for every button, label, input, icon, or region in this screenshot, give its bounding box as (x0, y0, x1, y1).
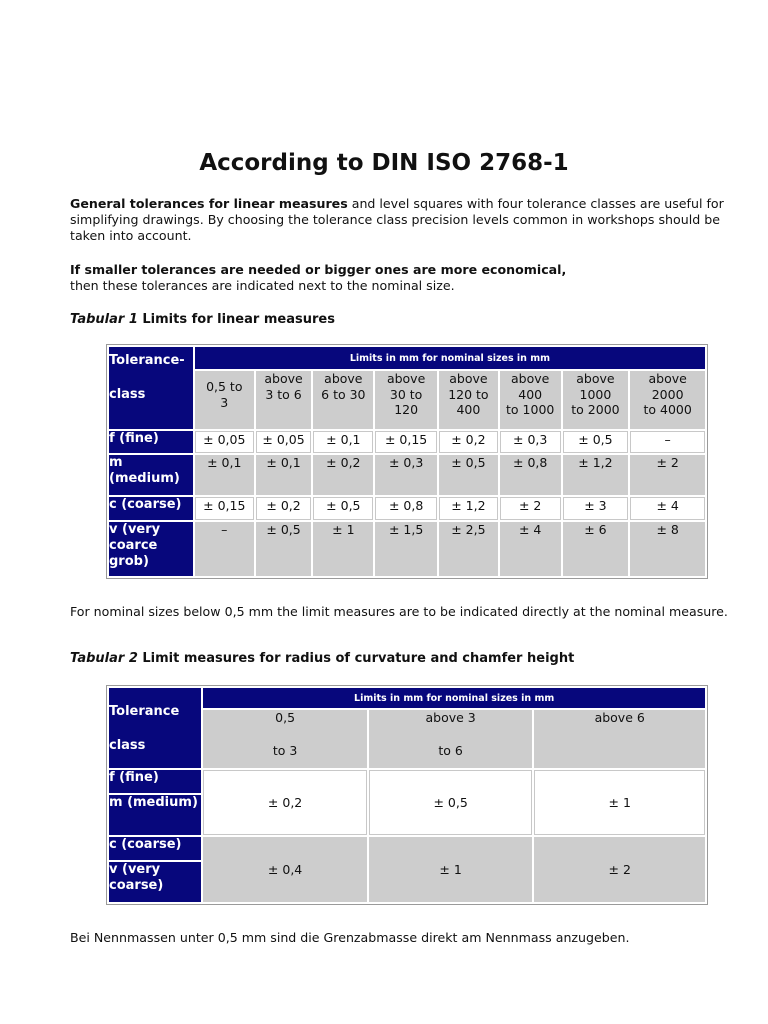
tab2-col-header: 0,5 to 3 (203, 710, 367, 768)
tab1-caption (70, 312, 335, 327)
tab1-cell: ± 0,3 (500, 431, 561, 453)
tab2-cell: ± 1 (369, 837, 533, 902)
tab1-cell: ± 0,1 (256, 455, 312, 495)
page-title: According to DIN ISO 2768-1 (199, 150, 569, 176)
tab1-cell: ± 0,15 (375, 431, 437, 453)
tab1-col-header: above 3 to 6 (256, 371, 312, 429)
intro-rest: and level squares with four tolerance classes are useful for simplifying drawings. By choosing the tolerance class precision levels common in workshops should be taken into account. (70, 196, 724, 243)
tab1-cell: ± 0,05 (195, 431, 254, 453)
tab1-cell: – (630, 431, 705, 453)
tab1-cell: ± 0,8 (375, 497, 437, 520)
tab2-cell: ± 2 (534, 837, 705, 902)
tab1-cell: ± 0,5 (313, 497, 373, 520)
tab1-row-label: m (medium) (109, 455, 193, 495)
tab2-caption-text: Limit measures for radius of curvature and chamfer height (137, 651, 575, 666)
tab1-cell: ± 0,15 (195, 497, 254, 520)
tab2-cell: ± 1 (534, 770, 705, 835)
tab2-caption-label: Tabular 2 (70, 651, 138, 666)
tab1-caption-text: Limits for linear measures (137, 312, 335, 327)
tab1-cell: ± 0,2 (313, 455, 373, 495)
tab2-row-label: c (coarse) (109, 837, 201, 860)
tab1-cell: ± 2,5 (439, 522, 498, 576)
tab1-row-label: v (very coarce grob) (109, 522, 193, 576)
tab2-cell: ± 0,2 (203, 770, 367, 835)
tab2-row-label: v (very coarse) (109, 862, 201, 902)
tab1-class-label-1: Tolerance- (109, 353, 185, 368)
tab2-cell: ± 0,5 (369, 770, 533, 835)
tab2-row-label: f (fine) (109, 770, 201, 793)
tab1-class-header (109, 347, 193, 429)
tab2-caption (70, 651, 574, 666)
tab1-col-header: above 2000 to 4000 (630, 371, 705, 429)
tab2-table (106, 685, 708, 905)
tab2-row-label: m (medium) (109, 795, 201, 835)
tab1-cell: ± 0,2 (439, 431, 498, 453)
tab1-cell: ± 1,5 (375, 522, 437, 576)
tab1-cell: ± 8 (630, 522, 705, 576)
tab1-header: Limits in mm for nominal sizes in mm (195, 347, 705, 369)
tab1-caption-label: Tabular 1 (70, 312, 138, 327)
tab1-cell: ± 1,2 (439, 497, 498, 520)
tab1-row-label: c (coarse) (109, 497, 193, 520)
tab1-cell: ± 2 (630, 455, 705, 495)
intro-paragraph (70, 196, 742, 244)
tab1-cell: ± 6 (563, 522, 629, 576)
tab2-class-label-2: class (109, 738, 146, 753)
tab1-col-header: above 30 to 120 (375, 371, 437, 429)
tab1-cell: ± 0,8 (500, 455, 561, 495)
note-bold: If smaller tolerances are needed or bigger ones are more economical, (70, 262, 567, 277)
tab2-class-label-1: Tolerance (109, 704, 180, 719)
tab1-col-header: above 6 to 30 (313, 371, 373, 429)
tab1-cell: ± 1,2 (563, 455, 629, 495)
tab1-cell: ± 0,3 (375, 455, 437, 495)
tab1-cell: ± 0,5 (439, 455, 498, 495)
tab1-cell: ± 0,5 (563, 431, 629, 453)
tab1-table (106, 344, 708, 579)
note-paragraph (70, 262, 742, 294)
tab1-row-label: f (fine) (109, 431, 193, 453)
note-rest: then these tolerances are indicated next to the nominal size. (70, 278, 455, 293)
tab2-col-header: above 6 (534, 710, 705, 768)
tab1-class-label-2: class (109, 387, 146, 402)
tab1-cell: ± 1 (313, 522, 373, 576)
tab1-cell: ± 2 (500, 497, 561, 520)
tab1-cell: ± 4 (500, 522, 561, 576)
tab1-cell: – (195, 522, 254, 576)
tab2-col-header: above 3 to 6 (369, 710, 533, 768)
tab1-cell: ± 3 (563, 497, 629, 520)
tab1-col-header: above 120 to 400 (439, 371, 498, 429)
tab1-cell: ± 0,05 (256, 431, 312, 453)
tab1-col-header: above 400 to 1000 (500, 371, 561, 429)
tab1-cell: ± 4 (630, 497, 705, 520)
tab2-header: Limits in mm for nominal sizes in mm (203, 688, 705, 708)
tab1-cell: ± 0,1 (313, 431, 373, 453)
tab1-cell: ± 0,5 (256, 522, 312, 576)
tab2-cell: ± 0,4 (203, 837, 367, 902)
tab1-col-header: 0,5 to 3 (195, 371, 254, 429)
below-limit-note: For nominal sizes below 0,5 mm the limit measures are to be indicated directly at the nominal measure. (70, 604, 728, 619)
tab1-cell: ± 0,2 (256, 497, 312, 520)
tab1-col-header: above 1000 to 2000 (563, 371, 629, 429)
tab2-class-header (109, 688, 201, 768)
tab1-cell: ± 0,1 (195, 455, 254, 495)
intro-bold: General tolerances for linear measures (70, 196, 348, 211)
german-footer-note: Bei Nennmassen unter 0,5 mm sind die Grenzabmasse direkt am Nennmass anzugeben. (70, 930, 630, 945)
